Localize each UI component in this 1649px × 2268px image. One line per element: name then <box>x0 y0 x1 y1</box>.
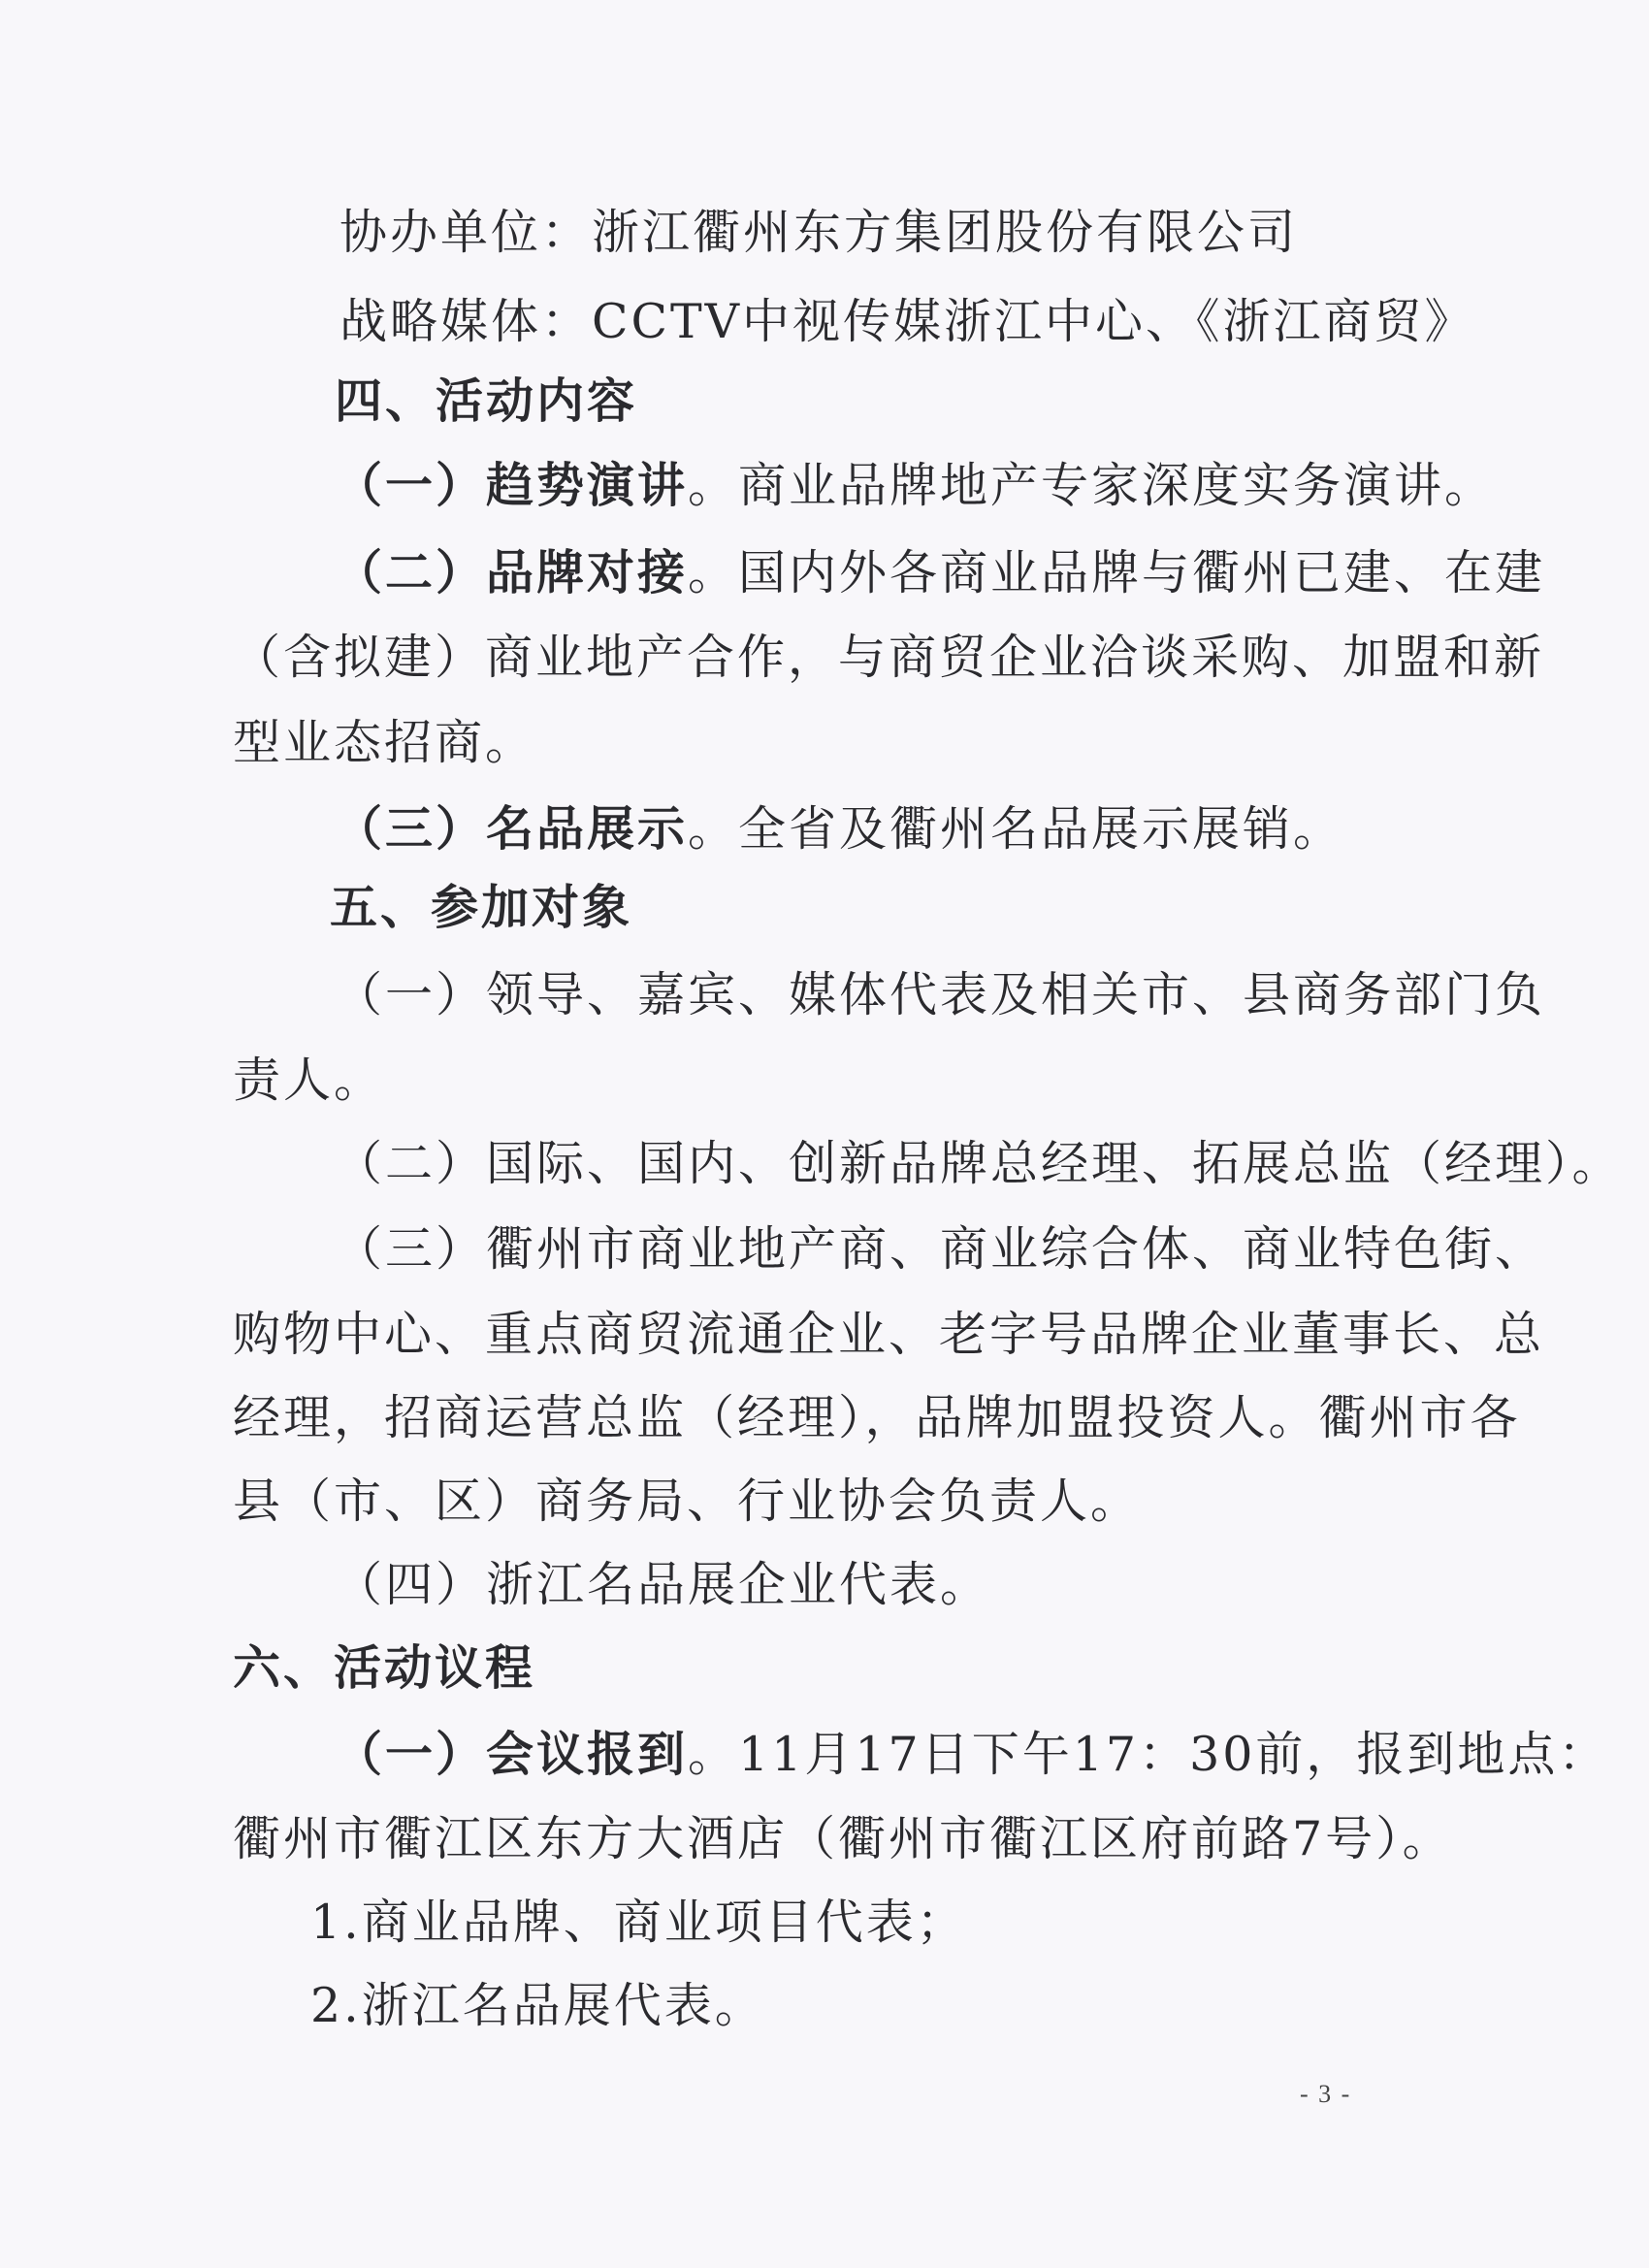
participant-3-cont1: 购物中心、重点商贸流通企业、老字号品牌企业董事长、总 <box>233 1307 1545 1362</box>
participant-4: （四）浙江名品展企业代表。 <box>335 1557 991 1612</box>
co-organizer-line: 协办单位：浙江衢州东方集团股份有限公司 <box>340 205 1299 260</box>
item-label: （一）会议报到 <box>335 1726 689 1782</box>
agenda-item-2: 2.浙江名品展代表。 <box>310 1978 765 2033</box>
participant-3-cont3: 县（市、区）商务局、行业协会负责人。 <box>233 1474 1142 1529</box>
section-heading-6: 六、活动议程 <box>233 1640 536 1696</box>
agenda-registration-cont: 衢州市衢江区东方大酒店（衢州市衢江区府前路7号）。 <box>233 1811 1453 1866</box>
item-product-display <box>0 799 1649 859</box>
item-text: 。全省及衢州名品展示展销。 <box>688 801 1344 857</box>
item-label: （三）名品展示 <box>335 800 689 857</box>
strategic-media-line: 战略媒体：CCTV中视传媒浙江中心、《浙江商贸》 <box>340 294 1475 349</box>
item-brand-docking-cont2: 型业态招商。 <box>233 715 536 770</box>
item-text: 。国内外各商业品牌与衢州已建、在建 <box>688 545 1546 600</box>
item-label: （二）品牌对接 <box>335 544 689 600</box>
item-brand-docking <box>0 543 1649 602</box>
item-label: （一）趋势演讲 <box>335 457 689 513</box>
participant-1-cont: 责人。 <box>233 1053 385 1108</box>
item-brand-docking-cont1: （含拟建）商业地产合作，与商贸企业洽谈采购、加盟和新 <box>233 630 1545 685</box>
agenda-registration <box>0 1725 1649 1784</box>
participant-3: （三）衢州市商业地产商、商业综合体、商业特色街、 <box>335 1221 1546 1277</box>
section-heading-4: 四、活动内容 <box>335 373 638 429</box>
participant-2: （二）国际、国内、创新品牌总经理、拓展总监（经理）。 <box>335 1136 1623 1191</box>
participant-1: （一）领导、嘉宾、媒体代表及相关市、县商务部门负 <box>335 967 1546 1022</box>
agenda-item-1: 1.商业品牌、商业项目代表； <box>310 1895 967 1950</box>
item-trend-speech <box>0 456 1649 515</box>
item-text: 。商业品牌地产专家深度实务演讲。 <box>688 458 1496 513</box>
participant-3-cont2: 经理，招商运营总监（经理），品牌加盟投资人。衢州市各 <box>233 1390 1521 1445</box>
section-heading-5: 五、参加对象 <box>330 880 633 935</box>
page-number: - 3 - <box>1300 2080 1352 2108</box>
item-text: 。11月17日下午17：30前，报到地点： <box>688 1727 1609 1782</box>
